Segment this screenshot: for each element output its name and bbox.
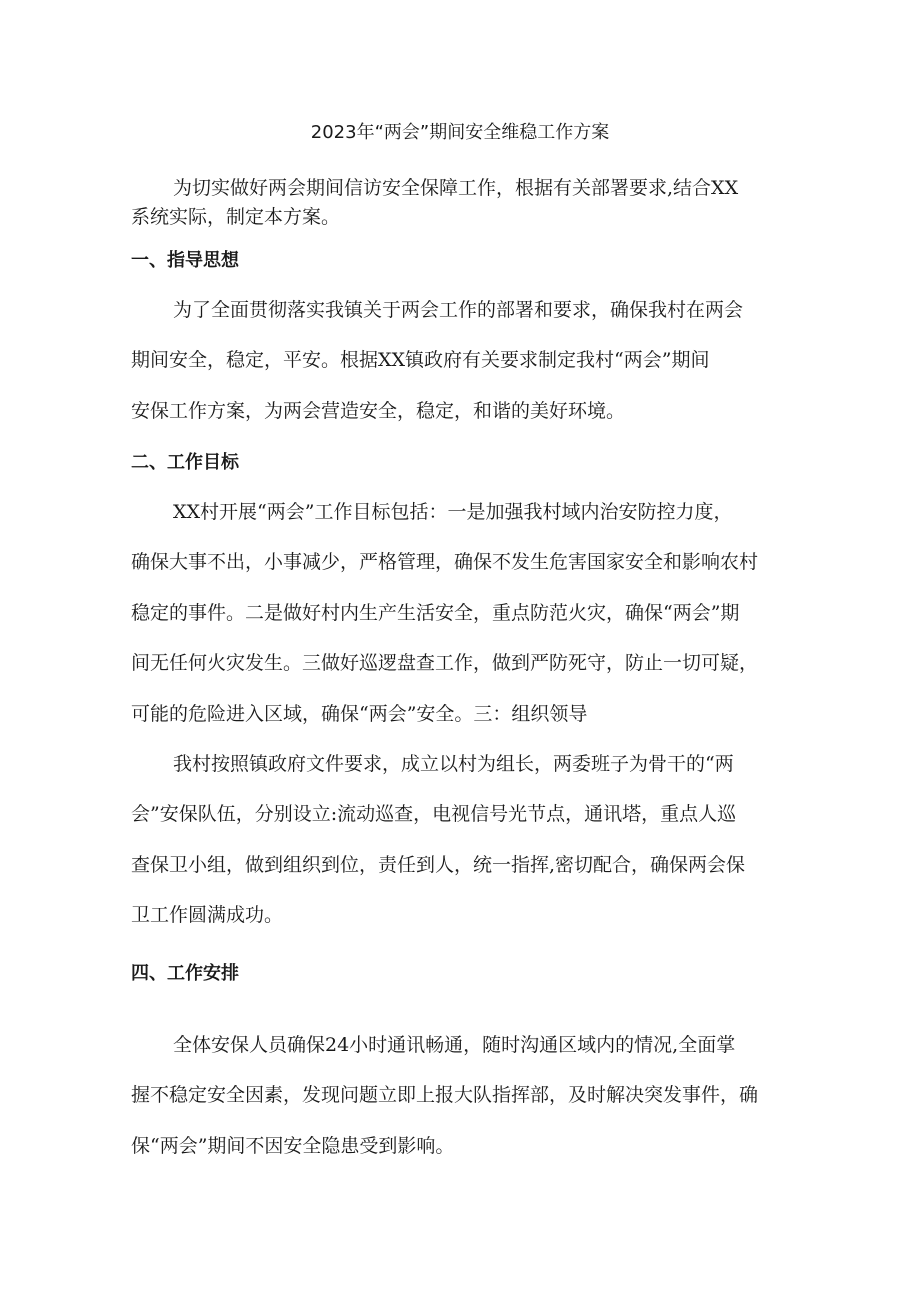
intro-line: 系统实际，制定本方案。	[131, 206, 341, 228]
paragraph-line: 安保工作方案，为两会营造安全，稳定，和谐的美好环境。	[131, 400, 626, 422]
paragraph-line: 为了全面贯彻落实我镇关于两会工作的部署和要求，确保我村在两会	[173, 299, 744, 321]
paragraph-line: 握不稳定安全因素，发现问题立即上报大队指挥部，及时解决突发事件，确	[131, 1084, 759, 1106]
section-heading-guiding-thought: 一、指导思想	[131, 250, 239, 271]
paragraph-line: 会”安保队伍，分别设立:流动巡查，电视信号光节点，通讯塔，重点人巡	[131, 803, 737, 825]
page-title: 2023年“两会”期间安全维稳工作方案	[310, 122, 610, 143]
paragraph-line: 保“两会”期间不因安全隐患受到影响。	[131, 1135, 455, 1157]
section-heading-work-goals: 二、工作目标	[131, 452, 239, 473]
paragraph-line: 间无任何火灾发生。三做好巡逻盘查工作，做到严防死守，防止一切可疑，	[131, 652, 759, 674]
paragraph-line: 我村按照镇政府文件要求，成立以村为组长，两委班子为骨干的“两	[173, 753, 734, 775]
paragraph-line: 可能的危险进入区域，确保“两会”安全。三：组织领导	[131, 703, 588, 725]
intro-line: 为切实做好两会期间信访安全保障工作，根据有关部署要求,结合XX	[173, 177, 739, 199]
paragraph-line: 查保卫小组，做到组织到位，责任到人，统一指挥,密切配合，确保两会保	[131, 854, 746, 876]
paragraph-line: 稳定的事件。二是做好村内生产生活安全，重点防范火灾，确保“两会”期	[131, 602, 740, 624]
paragraph-line: XX村开展“两会”工作目标包括：一是加强我村域内治安防控力度，	[173, 501, 733, 523]
paragraph-line: 期间安全，稳定，平安。根据XX镇政府有关要求制定我村“两会”期间	[131, 349, 710, 371]
paragraph-line: 全体安保人员确保24小时通讯畅通，随时沟通区域内的情况,全面掌	[173, 1034, 736, 1056]
paragraph-line: 卫工作圆满成功。	[131, 904, 284, 926]
section-heading-work-arrangement: 四、工作安排	[131, 963, 239, 984]
paragraph-line: 确保大事不出，小事减少，严格管理，确保不发生危害国家安全和影响农村	[131, 551, 759, 573]
